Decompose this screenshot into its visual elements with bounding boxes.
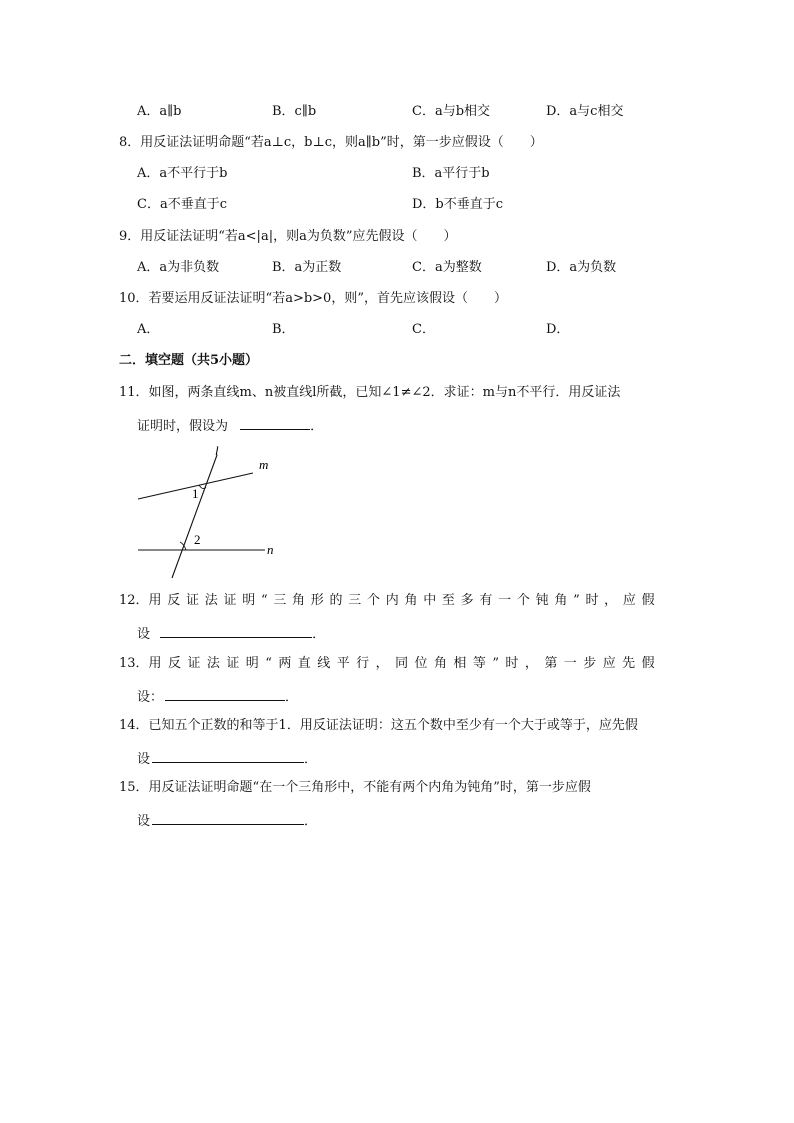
q9-option-c: C．a为整数 — [412, 260, 482, 275]
q9-option-a: A．a为非负数 — [137, 260, 220, 275]
q11-line2 — [137, 415, 323, 436]
label-l: l — [215, 443, 219, 458]
label-angle-1: 1 — [192, 486, 199, 501]
q14-suffix: ． — [304, 752, 318, 767]
q14-line1: 14．已知五个正数的和等于1．用反证法证明：这五个数中至少有一个大于或等于，应先假 — [119, 718, 638, 733]
q9-option-d: D．a为负数 — [546, 260, 617, 275]
q8-option-a: A．a不平行于b — [137, 166, 228, 181]
q13-line2 — [137, 686, 298, 707]
q7-option-c: C．a与b相交 — [412, 104, 491, 119]
q13-suffix: ． — [285, 690, 299, 705]
q7-option-b: B．c∥b — [272, 104, 317, 119]
q14-answer-blank[interactable] — [152, 748, 304, 763]
q8-stem: 8．用反证法证明命题“若a⊥c，b⊥c，则a∥b”时，第一步应假设（ ） — [119, 135, 543, 150]
q8-option-d: D．b不垂直于c — [412, 197, 504, 212]
q10-stem: 10．若要运用反证法证明“若a>b>0，则”，首先应该假设（ ） — [119, 291, 507, 306]
q7-option-d: D．a与c相交 — [546, 104, 624, 119]
q11-answer-blank[interactable] — [240, 415, 310, 430]
q12-line1: 12．用 反 证 法 证 明 “ 三 角 形 的 三 个 内 角 中 至 多 有 一 个 钝 角 ” 时 ， 应 假 — [119, 593, 655, 608]
q12-line2 — [137, 623, 325, 644]
q15-answer-blank[interactable] — [152, 810, 304, 825]
q9-option-b: B．a为正数 — [272, 260, 342, 275]
q10-option-b: B． — [272, 322, 295, 337]
q8-option-c: C．a不垂直于c — [137, 197, 227, 212]
q13-answer-blank[interactable] — [165, 686, 285, 701]
q14-prefix: 设 — [137, 752, 151, 767]
q11-suffix: ． — [310, 419, 324, 434]
label-n: n — [267, 542, 274, 557]
q8-option-b: B．a平行于b — [412, 166, 490, 181]
q15-prefix: 设 — [137, 814, 151, 829]
section-heading: 二．填空题（共5小题） — [119, 353, 259, 368]
q9-stem: 9．用反证法证明“若a<|a|，则a为负数”应先假设（ ） — [119, 229, 457, 244]
q15-line2 — [137, 810, 317, 831]
q12-prefix: 设 — [137, 627, 151, 642]
q10-option-c: C． — [412, 322, 435, 337]
q11-line1: 11．如图，两条直线m、n被直线l所截，已知∠1≠∠2．求证：m与n不平行．用反证法 — [119, 385, 621, 400]
q10-option-a: A． — [137, 322, 160, 337]
q15-suffix: ． — [304, 814, 318, 829]
label-angle-2: 2 — [194, 532, 201, 547]
q12-suffix: ． — [312, 627, 326, 642]
q11-figure — [130, 443, 290, 583]
q10-option-d: D． — [546, 322, 570, 337]
line-l — [172, 455, 217, 578]
q7-option-a: A．a∥b — [137, 104, 182, 119]
q12-answer-blank[interactable] — [160, 623, 312, 638]
q11-prefix: 证明时，假设为 — [137, 419, 229, 434]
q13-line1: 13．用 反 证 法 证 明 “ 两 直 线 平 行 ， 同 位 角 相 等 ” 时 ， 第 一 步 应 先 假 — [119, 656, 655, 671]
q15-line1: 15．用反证法证明命题“在一个三角形中，不能有两个内角为钝角”时，第一步应假 — [119, 780, 591, 795]
q13-prefix: 设： — [137, 690, 164, 705]
label-m: m — [259, 457, 269, 472]
q14-line2 — [137, 748, 317, 769]
